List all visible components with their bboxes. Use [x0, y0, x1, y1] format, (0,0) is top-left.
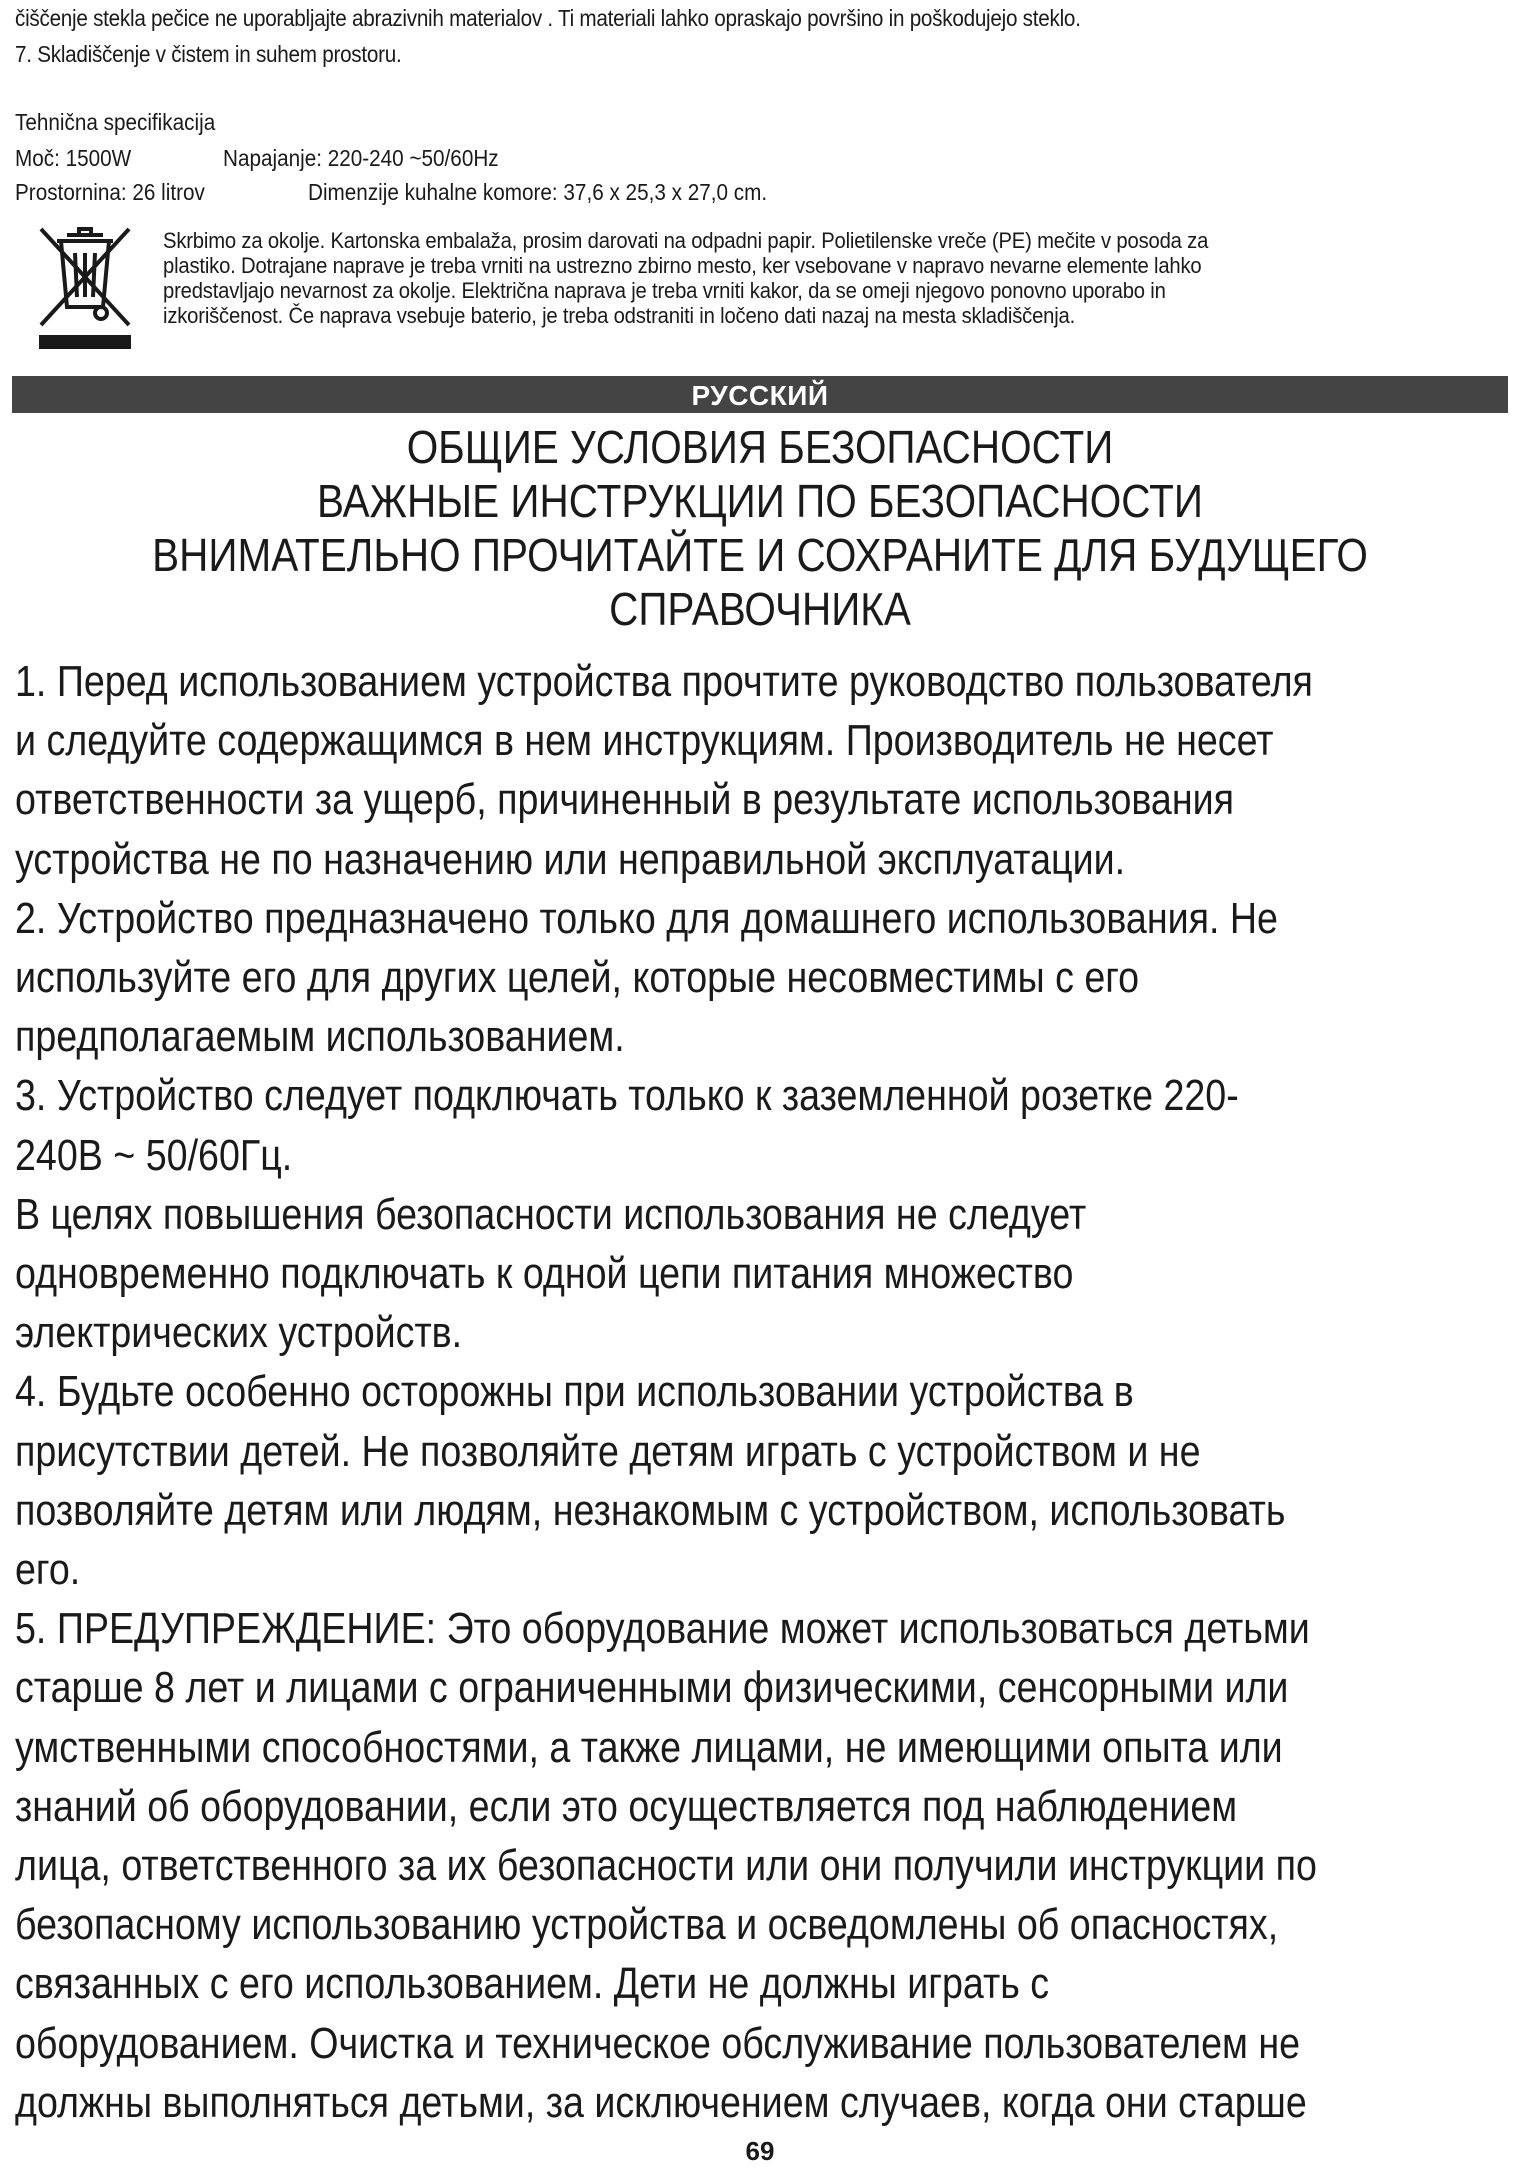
top-text-line-1: čiščenje stekla pečice ne uporabljajte abrazivnih materialov . Ti materiali lahko opraskajo površino in poškodujejo steklo.	[15, 5, 1081, 31]
body-line: предполагаемым использованием.	[15, 1012, 625, 1062]
page-number: 69	[745, 2136, 775, 2166]
eco-notice	[163, 228, 1377, 328]
body-line: присутствии детей. Не позволяйте детям играть с устройством и не	[15, 1426, 1201, 1476]
body-line: 1. Перед использованием устройства прочтите руководство пользователя	[15, 657, 1313, 706]
eco-line: Skrbimo za okolje. Kartonska embalaža, prosim darovati na odpadni papir. Polietilenske vreče (PE) mečite v posoda za	[163, 228, 1209, 253]
spec-title: Tehnična specifikacija	[15, 109, 216, 135]
body-line: умственными способностями, а также лицами, не имеющими опыта или	[15, 1722, 1283, 1772]
spec-power: Moč: 1500W	[15, 145, 132, 171]
body-line: связанных с его использованием. Дети не должны играть с	[15, 1959, 1050, 2009]
body-line: одновременно подключать к одной цепи питания множество	[15, 1249, 1074, 1299]
spec-supply: Napajanje: 220-240 ~50/60Hz	[223, 145, 499, 171]
safety-instructions-body	[15, 652, 1515, 2132]
body-line: ответственности за ущерб, причиненный в результате использования	[15, 775, 1235, 825]
body-line: должны выполняться детьми, за исключением случаев, когда они старше	[15, 2077, 1307, 2127]
heading-line-3: ВНИМАТЕЛЬНО ПРОЧИТАЙТЕ И СОХРАНИТЕ ДЛЯ БУДУЩЕГО	[152, 529, 1368, 581]
spec-dimensions: Dimenzije kuhalne komore: 37,6 x 25,3 x 27,0 cm.	[308, 179, 768, 205]
body-line: лица, ответственного за их безопасности или они получили инструкции по	[15, 1841, 1317, 1891]
eco-line: plastiko. Dotrajane naprave je treba vrniti na ustrezno zbirno mesto, ker vsebovane v napravo nevarne elemente lahko	[163, 253, 1202, 278]
crossed-out-wheelie-bin-icon	[35, 225, 135, 351]
safety-headings	[12, 420, 1508, 636]
spec-capacity: Prostornina: 26 litrov	[15, 179, 205, 205]
heading-line-2: ВАЖНЫЕ ИНСТРУКЦИИ ПО БЕЗОПАСНОСТИ	[317, 475, 1203, 527]
body-line: позволяйте детям или людям, незнакомым с устройством, использовать	[15, 1485, 1286, 1535]
body-line: используйте его для других целей, которые несовместимы с его	[15, 953, 1140, 1003]
body-line: его.	[15, 1545, 81, 1595]
body-line: электрических устройств.	[15, 1308, 463, 1358]
body-line: 4. Будьте особенно осторожны при использовании устройства в	[15, 1367, 1134, 1417]
body-line: безопасному использованию устройства и осведомлены об опасностях,	[15, 1900, 1279, 1950]
body-line: 240В ~ 50/60Гц.	[15, 1130, 293, 1180]
body-line: старше 8 лет и лицами с ограниченными физическими, сенсорными или	[15, 1663, 1289, 1713]
eco-line: izkoriščenost. Če naprava vsebuje baterio, je treba odstraniti in ločeno dati nazaj na mesta skladiščenja.	[163, 303, 1076, 328]
language-section-bar: РУССКИЙ	[12, 376, 1508, 413]
body-line: В целях повышения безопасности использования не следует	[15, 1189, 1087, 1239]
body-line: и следуйте содержащимся в нем инструкциям. Производитель не несет	[15, 716, 1274, 766]
heading-line-1: ОБЩИЕ УСЛОВИЯ БЕЗОПАСНОСТИ	[406, 421, 1114, 473]
body-line: оборудованием. Очистка и техническое обслуживание пользователем не	[15, 2018, 1301, 2068]
body-line: 2. Устройство предназначено только для домашнего использования. Не	[15, 893, 1278, 943]
body-line: 3. Устройство следует подключать только к заземленной розетке 220-	[15, 1071, 1239, 1121]
heading-line-4: СПРАВОЧНИКА	[609, 583, 911, 635]
body-line: знаний об оборудовании, если это осуществляется под наблюдением	[15, 1781, 1238, 1831]
top-text-line-2: 7. Skladiščenje v čistem in suhem prostoru.	[15, 41, 402, 67]
body-line: устройства не по назначению или неправильной эксплуатации.	[15, 834, 1126, 884]
body-line: 5. ПРЕДУПРЕЖДЕНИЕ: Это оборудование может использоваться детьми	[15, 1604, 1310, 1654]
eco-line: predstavljajo nevarnost za okolje. Električna naprava je treba vrniti kakor, da se omeji njegovo ponovno uporabo in	[163, 278, 1166, 303]
